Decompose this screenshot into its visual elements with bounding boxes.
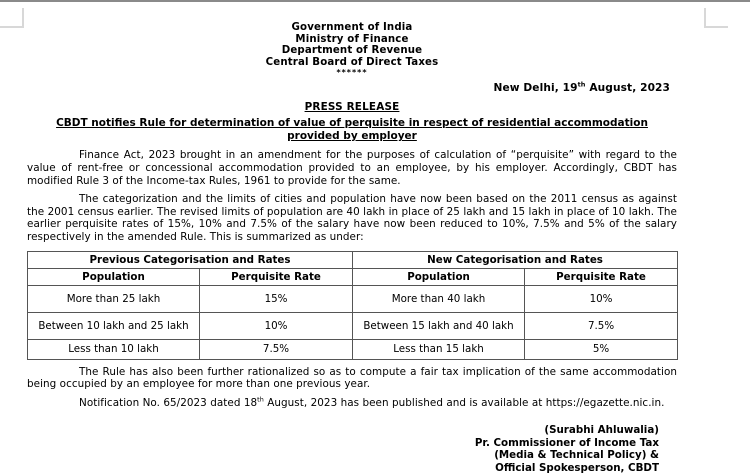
letterhead-line-3: Department of Revenue	[281, 45, 423, 57]
paragraph-4-prefix: Notification No. 65/2023 dated 18	[79, 396, 258, 409]
signature-name: (Surabhi Ahluwalia)	[544, 424, 659, 437]
signature-designation-1: Pr. Commissioner of Income Tax	[474, 436, 659, 449]
page-title: CBDT notifies Rule for determination of value of perquisite in respect of residential accommodation provided by employer	[56, 117, 648, 143]
cell-prev-population: Less than 10 lakh	[28, 339, 200, 359]
signature-designation-3: Official Spokesperson, CBDT	[495, 461, 659, 474]
cell-prev-population: Between 10 lakh and 25 lakh	[28, 312, 200, 339]
press-release-label: PRESS RELEASE	[304, 101, 400, 114]
table-group-header-new: New Categorisation and Rates	[353, 251, 678, 268]
cell-prev-rate: 10%	[200, 312, 353, 339]
signature-block	[27, 424, 677, 474]
cell-new-population: More than 40 lakh	[353, 285, 525, 312]
cell-new-population: Less than 15 lakh	[353, 339, 525, 359]
table-header-new-rate: Perquisite Rate	[525, 268, 678, 285]
cell-prev-rate: 7.5%	[200, 339, 353, 359]
table-column-header-row	[28, 268, 678, 285]
paragraph-1: Finance Act, 2023 brought in an amendment for the purposes of calculation of “perquisite” with regard to the value of rent-free or concessional accommodation provided to an employee, by his employer. Accordingly, CBDT has modified Rule 3 of the Income-tax Rules, 1961 to provide for the same.	[27, 149, 677, 187]
cell-new-rate: 7.5%	[525, 312, 678, 339]
letterhead	[27, 22, 677, 77]
table-header-prev-population: Population	[28, 268, 200, 285]
table-row	[28, 285, 678, 312]
letterhead-separator: ******	[336, 68, 368, 78]
paragraph-4-ordinal: th	[257, 395, 264, 404]
paragraph-2: The categorization and the limits of cities and population have now been based on the 2011 census as against the 2001 census earlier. The revised limits of population are 40 lakh in place of 25 lakh and 15 lakh in place of 10 lakh. The earlier perquisite rates of 15%, 10% and 7.5% of the salary have now been reduced to 10%, 7.5% and 5% of the salary respectively in the amended Rule. This is summarized as under:	[27, 193, 677, 243]
table-group-header-previous: Previous Categorisation and Rates	[28, 251, 353, 268]
table-row	[28, 312, 678, 339]
dateline-prefix: New Delhi, 19	[493, 82, 578, 95]
table-row	[28, 339, 678, 359]
paragraph-4-suffix: August, 2023 has been published and is available at https://egazette.nic.in.	[263, 396, 665, 409]
letterhead-line-2: Ministry of Finance	[295, 33, 409, 45]
paragraph-4	[27, 397, 677, 410]
dateline	[27, 82, 677, 94]
table-header-prev-rate: Perquisite Rate	[200, 268, 353, 285]
document-content	[27, 22, 677, 474]
letterhead-line-4: Central Board of Direct Taxes	[265, 56, 439, 68]
cell-new-population: Between 15 lakh and 40 lakh	[353, 312, 525, 339]
perquisite-rates-table	[27, 251, 678, 360]
cell-new-rate: 5%	[525, 339, 678, 359]
cell-prev-population: More than 25 lakh	[28, 285, 200, 312]
signature-designation-2: (Media & Technical Policy) &	[494, 449, 659, 462]
table-header-new-population: Population	[353, 268, 525, 285]
cell-prev-rate: 15%	[200, 285, 353, 312]
table-group-header-row	[28, 251, 678, 268]
paragraph-3: The Rule has also been further rationalized so as to compute a fair tax implication of the same accommodation being occupied by an employee for more than one previous year.	[27, 365, 677, 391]
cell-new-rate: 10%	[525, 285, 678, 312]
dateline-suffix: August, 2023	[585, 82, 670, 95]
letterhead-line-1: Government of India	[291, 22, 413, 33]
dateline-ordinal: th	[577, 80, 586, 89]
